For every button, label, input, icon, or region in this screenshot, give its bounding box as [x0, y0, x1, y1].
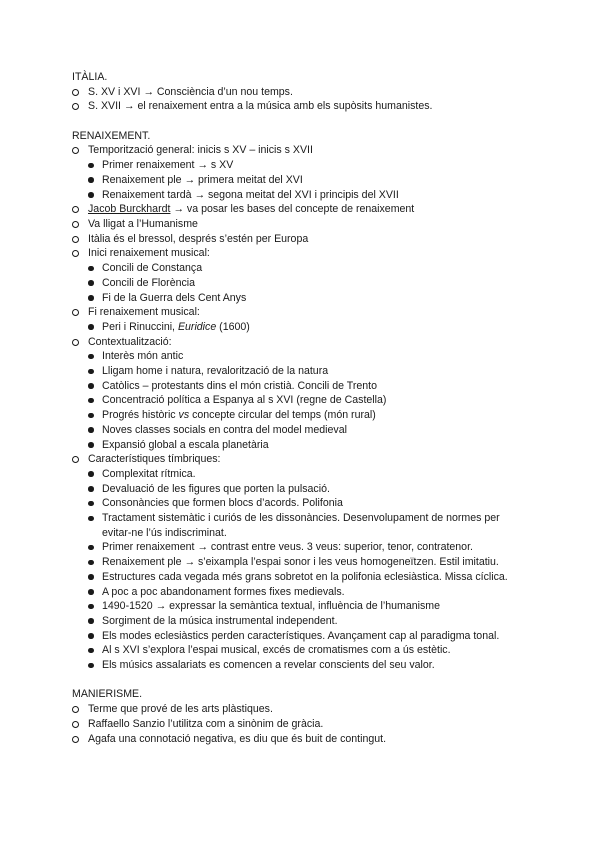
filled-bullet-icon: [88, 545, 94, 551]
filled-bullet-icon: [88, 295, 94, 301]
hollow-bullet-icon: [72, 103, 79, 110]
filled-bullet-icon: [88, 280, 94, 286]
list-item: Va lligat a l’Humanisme: [72, 217, 552, 232]
sublist-item: Lligam home i natura, revalorització de la natura: [72, 364, 552, 379]
filled-bullet-icon: [88, 324, 94, 330]
list-item: S. XVII → el renaixement entra a la música amb els supòsits humanistes.: [72, 99, 552, 114]
sublist-item-tractament: Tractament sistemàtic i curiós de les dissonàncies. Desenvolupament de normes per evitar-ne l’ús indiscriminat.: [72, 511, 552, 540]
sublist-item: Al s XVI s’explora l’espai musical, excés de cromatismes com a ús estètic.: [72, 643, 552, 658]
filled-bullet-icon: [88, 560, 94, 566]
sublist-item: Devaluació de les figures que porten la pulsació.: [72, 482, 552, 497]
burckhardt-link[interactable]: Jacob Burckhardt: [88, 203, 171, 216]
sublist-item: Renaixement tardà → segona meitat del XVI i principis del XVII: [72, 188, 552, 203]
filled-bullet-icon: [88, 163, 94, 169]
filled-bullet-icon: [88, 354, 94, 360]
filled-bullet-icon: [88, 663, 94, 669]
filled-bullet-icon: [88, 486, 94, 492]
heading-renaixement: RENAIXEMENT.: [72, 129, 151, 142]
hollow-bullet-icon: [72, 236, 79, 243]
sublist-item: Noves classes socials en contra del model medieval: [72, 423, 552, 438]
sublist-item: Concili de Florència: [72, 276, 552, 291]
filled-bullet-icon: [88, 442, 94, 448]
filled-bullet-icon: [88, 604, 94, 610]
list-item-timbriques: Característiques tímbriques:: [72, 452, 552, 467]
list-item: S. XV i XVI → Consciència d’un nou temps.: [72, 85, 552, 100]
list-item: Agafa una connotació negativa, es diu que és buit de contingut.: [72, 732, 552, 747]
list-item-fi: Fi renaixement musical:: [72, 305, 552, 320]
sublist-item: Estructures cada vegada més grans sobretot en la polifonia eclesiàstica. Missa cíclica.: [72, 570, 552, 585]
heading-manierisme: MANIERISME.: [72, 688, 143, 701]
filled-bullet-icon: [88, 516, 94, 522]
filled-bullet-icon: [88, 413, 94, 419]
sublist-item: Consonàncies que formen blocs d’acords. Polifonia: [72, 496, 552, 511]
sublist-item: Renaixement ple → primera meitat del XVI: [72, 173, 552, 188]
list-item-context: Contextualització:: [72, 335, 552, 350]
sublist-item: Peri i Rinuccini, Euridice (1600): [72, 320, 552, 335]
sublist-item: A poc a poc abandonament formes fixes medievals.: [72, 585, 552, 600]
sublist-item: Interès món antic: [72, 349, 552, 364]
sublist-item: Renaixement ple → s’eixampla l’espai sonor i les veus homogeneïtzen. Estil imitatiu.: [72, 555, 552, 570]
filled-bullet-icon: [88, 633, 94, 639]
list-item-temporitzacio: Temporització general: inicis s XV – inicis s XVII: [72, 143, 552, 158]
filled-bullet-icon: [88, 369, 94, 375]
filled-bullet-icon: [88, 471, 94, 477]
sublist-item: Primer renaixement → contrast entre veus. 3 veus: superior, tenor, contratenor.: [72, 540, 552, 555]
hollow-bullet-icon: [72, 221, 79, 228]
filled-bullet-icon: [88, 574, 94, 580]
sublist-item: Els modes eclesiàstics perden característiques. Avançament cap al paradigma tonal.: [72, 629, 552, 644]
list-item-burckhardt: Jacob Burckhardt → va posar les bases del concepte de renaixement: [72, 202, 552, 217]
filled-bullet-icon: [88, 177, 94, 183]
filled-bullet-icon: [88, 618, 94, 624]
list-item: Itàlia és el bressol, després s’estén per Europa: [72, 232, 552, 247]
filled-bullet-icon: [88, 427, 94, 433]
filled-bullet-icon: [88, 648, 94, 654]
list-item: Terme que prové de les arts plàstiques.: [72, 702, 552, 717]
hollow-bullet-icon: [72, 250, 79, 257]
sublist-item: Fi de la Guerra dels Cent Anys: [72, 291, 552, 306]
sublist-item: Catòlics – protestants dins el món cristià. Concili de Trento: [72, 379, 552, 394]
sublist-item: 1490-1520 → expressar la semàntica textual, influència de l’humanisme: [72, 599, 552, 614]
sublist-item: Complexitat rítmica.: [72, 467, 552, 482]
filled-bullet-icon: [88, 398, 94, 404]
hollow-bullet-icon: [72, 147, 79, 154]
list-item: Raffaello Sanzio l’utilitza com a sinònim de gràcia.: [72, 717, 552, 732]
list-item-inici: Inici renaixement musical:: [72, 246, 552, 261]
hollow-bullet-icon: [72, 721, 79, 728]
filled-bullet-icon: [88, 589, 94, 595]
heading-italia: ITÀLIA.: [72, 71, 108, 83]
filled-bullet-icon: [88, 192, 94, 198]
hollow-bullet-icon: [72, 206, 79, 213]
sublist-item: Sorgiment de la música instrumental independent.: [72, 614, 552, 629]
filled-bullet-icon: [88, 501, 94, 507]
sublist-item: Concentració política a Espanya al s XVI (regne de Castella): [72, 393, 552, 408]
hollow-bullet-icon: [72, 706, 79, 713]
sublist-item: Concili de Constança: [72, 261, 552, 276]
document-page: [72, 70, 552, 746]
hollow-bullet-icon: [72, 89, 79, 96]
sublist-item: Primer renaixement → s XV: [72, 158, 552, 173]
hollow-bullet-icon: [72, 736, 79, 743]
spacer: [72, 673, 552, 688]
hollow-bullet-icon: [72, 309, 79, 316]
hollow-bullet-icon: [72, 456, 79, 463]
sublist-item: Els músics assalariats es comencen a revelar conscients del seu valor.: [72, 658, 552, 673]
sublist-item: Expansió global a escala planetària: [72, 438, 552, 453]
hollow-bullet-icon: [72, 339, 79, 346]
filled-bullet-icon: [88, 383, 94, 389]
filled-bullet-icon: [88, 266, 94, 272]
sublist-item: Progrés històric vs concepte circular del temps (món rural): [72, 408, 552, 423]
spacer: [72, 114, 552, 129]
